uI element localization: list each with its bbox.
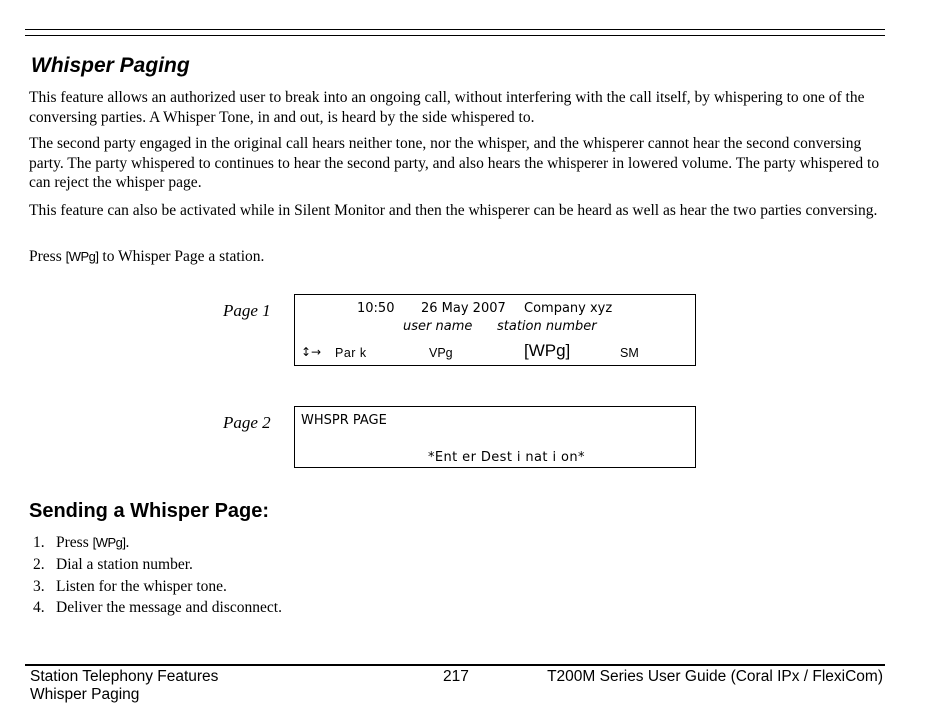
display-whisper-page-title: WHSPR PAGE	[301, 413, 387, 428]
step-number: 2.	[33, 555, 45, 573]
lcd-display-page-2	[294, 406, 696, 468]
press-text: Press	[29, 248, 66, 265]
scroll-arrows-icon: ↕→	[301, 345, 322, 359]
footer-guide-title: T200M Series User Guide (Coral IPx / FlexiCom)	[547, 668, 883, 685]
list-item	[33, 576, 282, 598]
footer-section: Whisper Paging	[30, 686, 140, 703]
step-number: 1.	[33, 534, 45, 551]
step-text: Press	[56, 534, 93, 551]
press-text-end: to Whisper Page a station.	[98, 248, 265, 265]
softkey-park: Par k	[335, 346, 367, 360]
paragraph-silent-monitor: This feature can also be activated while in Silent Monitor and then the whisperer can be heard as well as hear the two parties conversing.	[29, 202, 878, 219]
display-date: 26 May 2007	[421, 301, 506, 316]
step-text: Dial a station number.	[56, 555, 193, 573]
softkey-sm: SM	[620, 346, 639, 360]
header-rule-upper	[25, 29, 885, 30]
step-text: Listen for the whisper tone.	[56, 577, 227, 595]
display-enter-destination: *Ent er Dest i nat i on*	[428, 450, 585, 465]
footer-rule	[25, 664, 885, 666]
list-item	[33, 597, 282, 619]
softkey-wpg: [WPg]	[524, 341, 571, 360]
sending-heading: Sending a Whisper Page:	[29, 500, 270, 522]
wpg-key-label: [WPg]	[92, 535, 126, 550]
display-station-number: station number	[497, 319, 597, 334]
display-user-name: user name	[403, 319, 473, 334]
list-item	[33, 532, 282, 554]
step-text: Deliver the message and disconnect.	[56, 599, 282, 617]
paragraph-press-key	[29, 247, 891, 267]
display-company: Company xyz	[524, 301, 613, 316]
footer-page-number: 217	[443, 668, 469, 685]
lcd-display-page-1	[294, 294, 696, 366]
section-heading: Whisper Paging	[31, 54, 190, 77]
footer-chapter: Station Telephony Features	[30, 668, 219, 685]
page-2-label: Page 2	[223, 413, 271, 432]
page-1-label: Page 1	[223, 301, 271, 320]
step-text-end: .	[125, 534, 130, 551]
header-rule-lower	[25, 35, 885, 36]
wpg-key-label: [WPg]	[65, 249, 99, 264]
paragraph-second-party: The second party engaged in the original call hears neither tone, nor the whisper, and the whisperer cannot hear the second conversing party. The party whispered to continues to hear the second party, and also hears the whisperer in lowered volume. The party whispered to can reject the whisper page.	[29, 135, 880, 191]
steps-list	[33, 532, 282, 619]
step-number: 3.	[33, 577, 45, 595]
list-item	[33, 554, 282, 576]
paragraph-intro: This feature allows an authorized user to break into an ongoing call, without interfering with the call itself, by whispering to one of the conversing parties. A Whisper Tone, in and out, is heard by the side whispered to.	[29, 89, 865, 126]
display-time: 10:50	[357, 301, 395, 316]
softkey-vpg: VPg	[429, 346, 453, 360]
step-number: 4.	[33, 599, 45, 617]
